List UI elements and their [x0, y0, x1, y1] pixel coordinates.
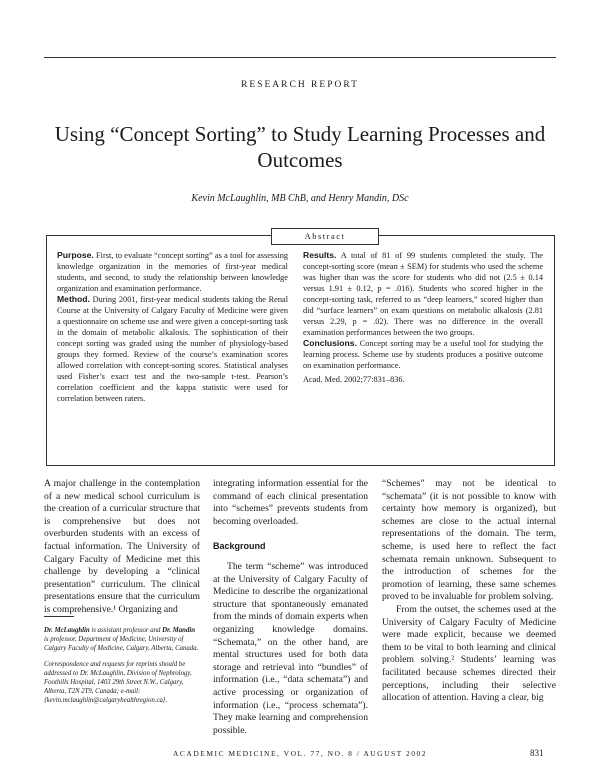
section-label: RESEARCH REPORT	[241, 80, 359, 90]
continued-paragraph: integrating information essential for the command of each clinical presentation into “schemes” prevents students from becoming overloaded.	[213, 478, 368, 527]
author-line: Kevin McLaughlin, MB ChB, and Henry Mandin, DSc	[191, 193, 409, 204]
intro-paragraph: A major challenge in the contemplation of a new medical school curriculum is the creation of a curricular structure that is comprehensive but does not overburden students with an excess of factual information. The University of Calgary Faculty of Medicine met this challenge by developing a “clinical presentation” curriculum. The clinical presentations ensure that the curriculum is comprehensive.¹ Organizing and	[44, 478, 200, 615]
abstract-citation: Acad. Med. 2002;77:831–836.	[303, 375, 405, 384]
abstract-label: Abstract	[271, 228, 379, 245]
background-paragraph: The term “scheme” was introduced at the University of Calgary Faculty of Medicine to describe the organizational structure that spontaneously emanated from the minds of domain experts when organizing knowledge domains. “Schemata,” on the other hand, are mental structures used for both data storage and retrieval into “bundles” of information (i.e., “data schemata”) and active processing or organization of information (i.e., “process schemata”). They make learning and comprehension possible.	[213, 560, 368, 736]
footnote-rule	[44, 616, 74, 617]
body-column-2	[213, 478, 368, 737]
abstract-conclusions	[303, 338, 543, 371]
schemes-paragraph: “Schemes” may not be identical to “schemata” (it is not possible to know with certainty how memory is organized), but schemes are close to the actual internal representations of the domain. The term, scheme, is used here to reflect the fact schemata remain unknown. Subsequent to the introduction of schemes for the promotion of learning, these same schemes proved to be invaluable for problem solving.	[382, 478, 556, 603]
journal-footer: ACADEMIC MEDICINE, VOL. 77, NO. 8 / AUGUST 2002	[173, 749, 427, 758]
article-title: Using “Concept Sorting” to Study Learning Processes and Outcomes	[54, 122, 546, 172]
outset-paragraph: From the outset, the schemes used at the University of Calgary Faculty of Medicine were made explicit, because we deemed them to be vital to both learning and clinical problem solving.² Students’ learning was facilitated because schemes directed their perceptions, including their selective allocation of attention. Having a clear, big	[382, 603, 556, 704]
correspondence-note: Correspondence and requests for reprints should be addressed to Dr. McLaughlin, Division of Nephrology, Foothills Hospital, 1403 29th Street N.W., Calgary, Alberta, T2N 2T9, Canada; e-mail: ⟨kevin.mclaughlin@calgaryhealthregion.ca⟩.	[44, 660, 192, 705]
purpose-heading: Purpose.	[57, 250, 94, 260]
body-column-3	[382, 478, 556, 705]
author-name-2: Dr. Mandin	[162, 627, 196, 634]
results-text: A total of 81 of 99 students completed the study. The concept-sorting score (mean ± SEM) for students who used the scheme was higher than was the score for students who did not (2.5 ± 0.14 versus 1.91 ± 0.12, p = .016). Students who scored higher in the concept-sorting task, referred to as “deep learners,” scored higher than did “surface learners” on exam questions on metabolic alkalosis (2.81 versus 2.29, p = .02). There was no difference in the overall examination performances between the two groups.	[303, 251, 543, 337]
abstract-left-column	[57, 250, 288, 404]
abstract-purpose	[57, 250, 288, 294]
footnotes	[44, 626, 200, 712]
conclusions-heading: Conclusions.	[303, 338, 357, 348]
affiliation-mid: is assistant professor and	[89, 627, 163, 634]
body-column-1	[44, 478, 200, 617]
results-heading: Results.	[303, 250, 337, 260]
purpose-text: First, to evaluate “concept sorting” as a tool for assessing knowledge organization in the memories of first-year medical students, and second, to study the relationship between knowledge organization and examination performance.	[57, 251, 288, 293]
author-affiliation-note	[44, 626, 200, 654]
method-text: During 2001, first-year medical students taking the Renal Course at the University of Calgary Faculty of Medicine were given a questionnaire on scheme use and were given a concept-sorting task in the domain of metabolic alkalosis. The sophistication of their concept sorting was graded using the number of physiology-based groups they formed. Review of the course’s examination scores allowed correlation with concept-sorting scores. Statistical analyses used Fisher’s exact test and the two-sample t-test. Pearson’s correlation coefficient and the kappa statistic were used for correlation between raters.	[57, 295, 288, 403]
author-name-1: Dr. McLaughlin	[44, 627, 90, 634]
top-rule	[44, 57, 556, 58]
abstract-method	[57, 294, 288, 404]
abstract-results	[303, 250, 543, 338]
abstract-box	[46, 231, 555, 466]
background-heading: Background	[213, 541, 266, 552]
affiliation-rest: is professor, Department of Medicine, University of Calgary Faculty of Medicine, Calgary, Alberta, Canada.	[44, 636, 199, 653]
method-heading: Method.	[57, 294, 90, 304]
page-number: 831	[530, 748, 544, 758]
abstract-right-column	[303, 250, 543, 385]
conclusions-text: Concept sorting may be a useful tool for studying the learning process. Scheme use by students produces a positive outcome on examination performance.	[303, 339, 543, 370]
